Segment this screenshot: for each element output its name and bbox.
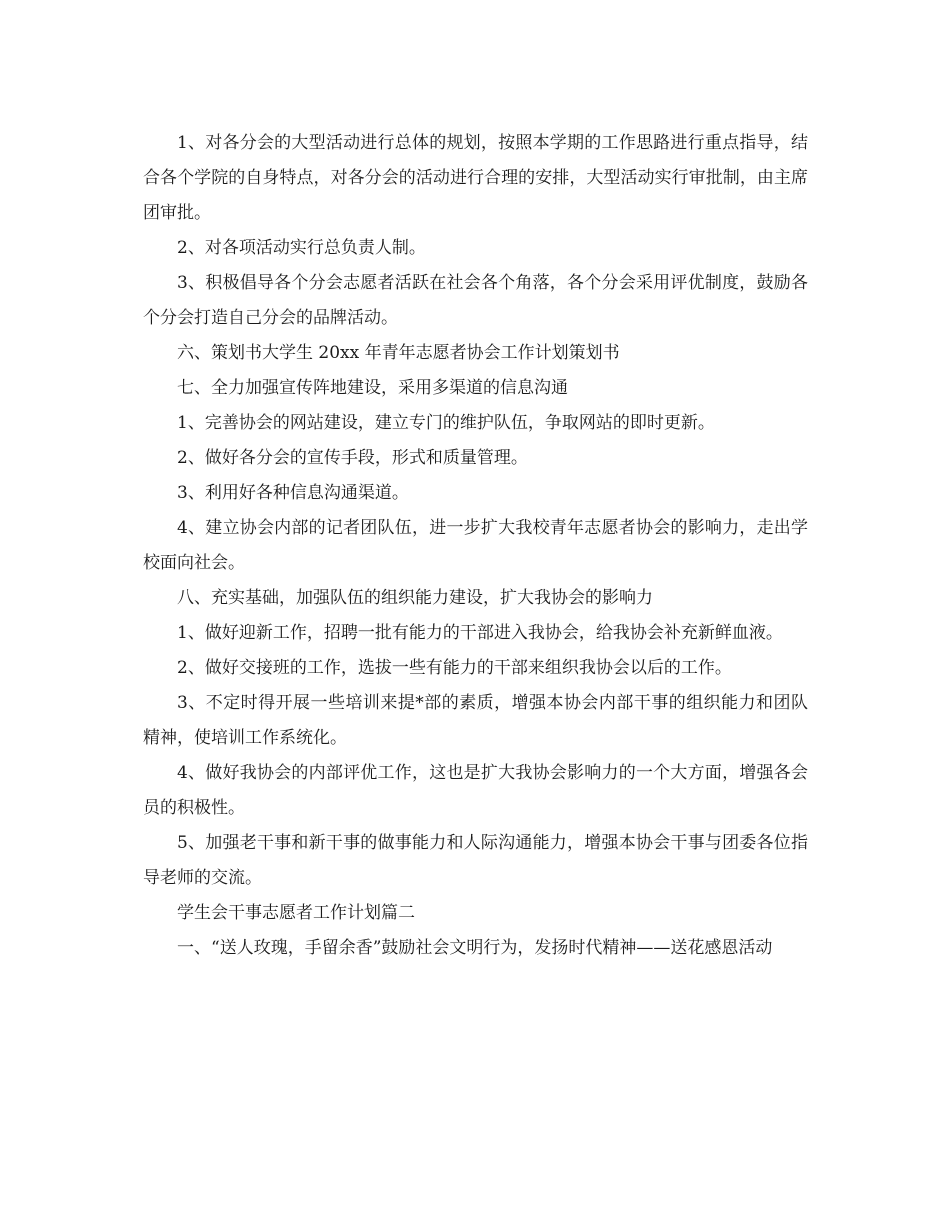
document-body bbox=[143, 126, 808, 966]
paragraph-12: 2、做好交接班的工作，选拔一些有能力的干部来组织我协会以后的工作。 bbox=[177, 658, 732, 678]
paragraph-1: 1、对各分会的大型活动进行总体的规划，按照本学期的工作思路进行重点指导，结合各个学院的自身特点，对各分会的活动进行合理的安排，大型活动实行审批制，由主席团审批。 bbox=[143, 133, 808, 223]
paragraph-6: 1、完善协会的网站建设，建立专门的维护队伍，争取网站的即时更新。 bbox=[177, 413, 715, 433]
section-heading-7: 七、全力加强宣传阵地建设，采用多渠道的信息沟通 bbox=[177, 378, 568, 398]
section-heading-8: 八、充实基础，加强队伍的组织能力建设，扩大我协会的影响力 bbox=[177, 588, 653, 608]
paragraph-7: 2、做好各分会的宣传手段，形式和质量管理。 bbox=[177, 448, 528, 468]
paragraph-3: 3、积极倡导各个分会志愿者活跃在社会各个角落，各个分会采用评优制度，鼓励各个分会打造自己分会的品牌活动。 bbox=[143, 273, 808, 328]
paragraph-14: 4、做好我协会的内部评优工作，这也是扩大我协会影响力的一个大方面，增强各会员的积极性。 bbox=[143, 763, 808, 818]
paragraph-11: 1、做好迎新工作，招聘一批有能力的干部进入我协会，给我协会补充新鲜血液。 bbox=[177, 623, 783, 643]
paragraph-8: 3、利用好各种信息沟通渠道。 bbox=[177, 483, 409, 503]
section-heading-6: 六、策划书大学生 20xx 年青年志愿者协会工作计划策划书 bbox=[177, 343, 620, 363]
paragraph-9: 4、建立协会内部的记者团队伍，进一步扩大我校青年志愿者协会的影响力，走出学校面向社会。 bbox=[143, 518, 808, 573]
paragraph-13: 3、不定时得开展一些培训来提*部的素质，增强本协会内部干事的组织能力和团队精神，使培训工作系统化。 bbox=[143, 693, 808, 748]
paragraph-2: 2、对各项活动实行总负责人制。 bbox=[177, 238, 426, 258]
paragraph-15: 5、加强老干事和新干事的做事能力和人际沟通能力，增强本协会干事与团委各位指导老师的交流。 bbox=[143, 833, 808, 888]
article-title-part-2: 学生会干事志愿者工作计划篇二 bbox=[177, 903, 415, 923]
section-heading-1: 一、“送人玫瑰，手留余香”鼓励社会文明行为，发扬时代精神——送花感恩活动 bbox=[177, 938, 773, 958]
